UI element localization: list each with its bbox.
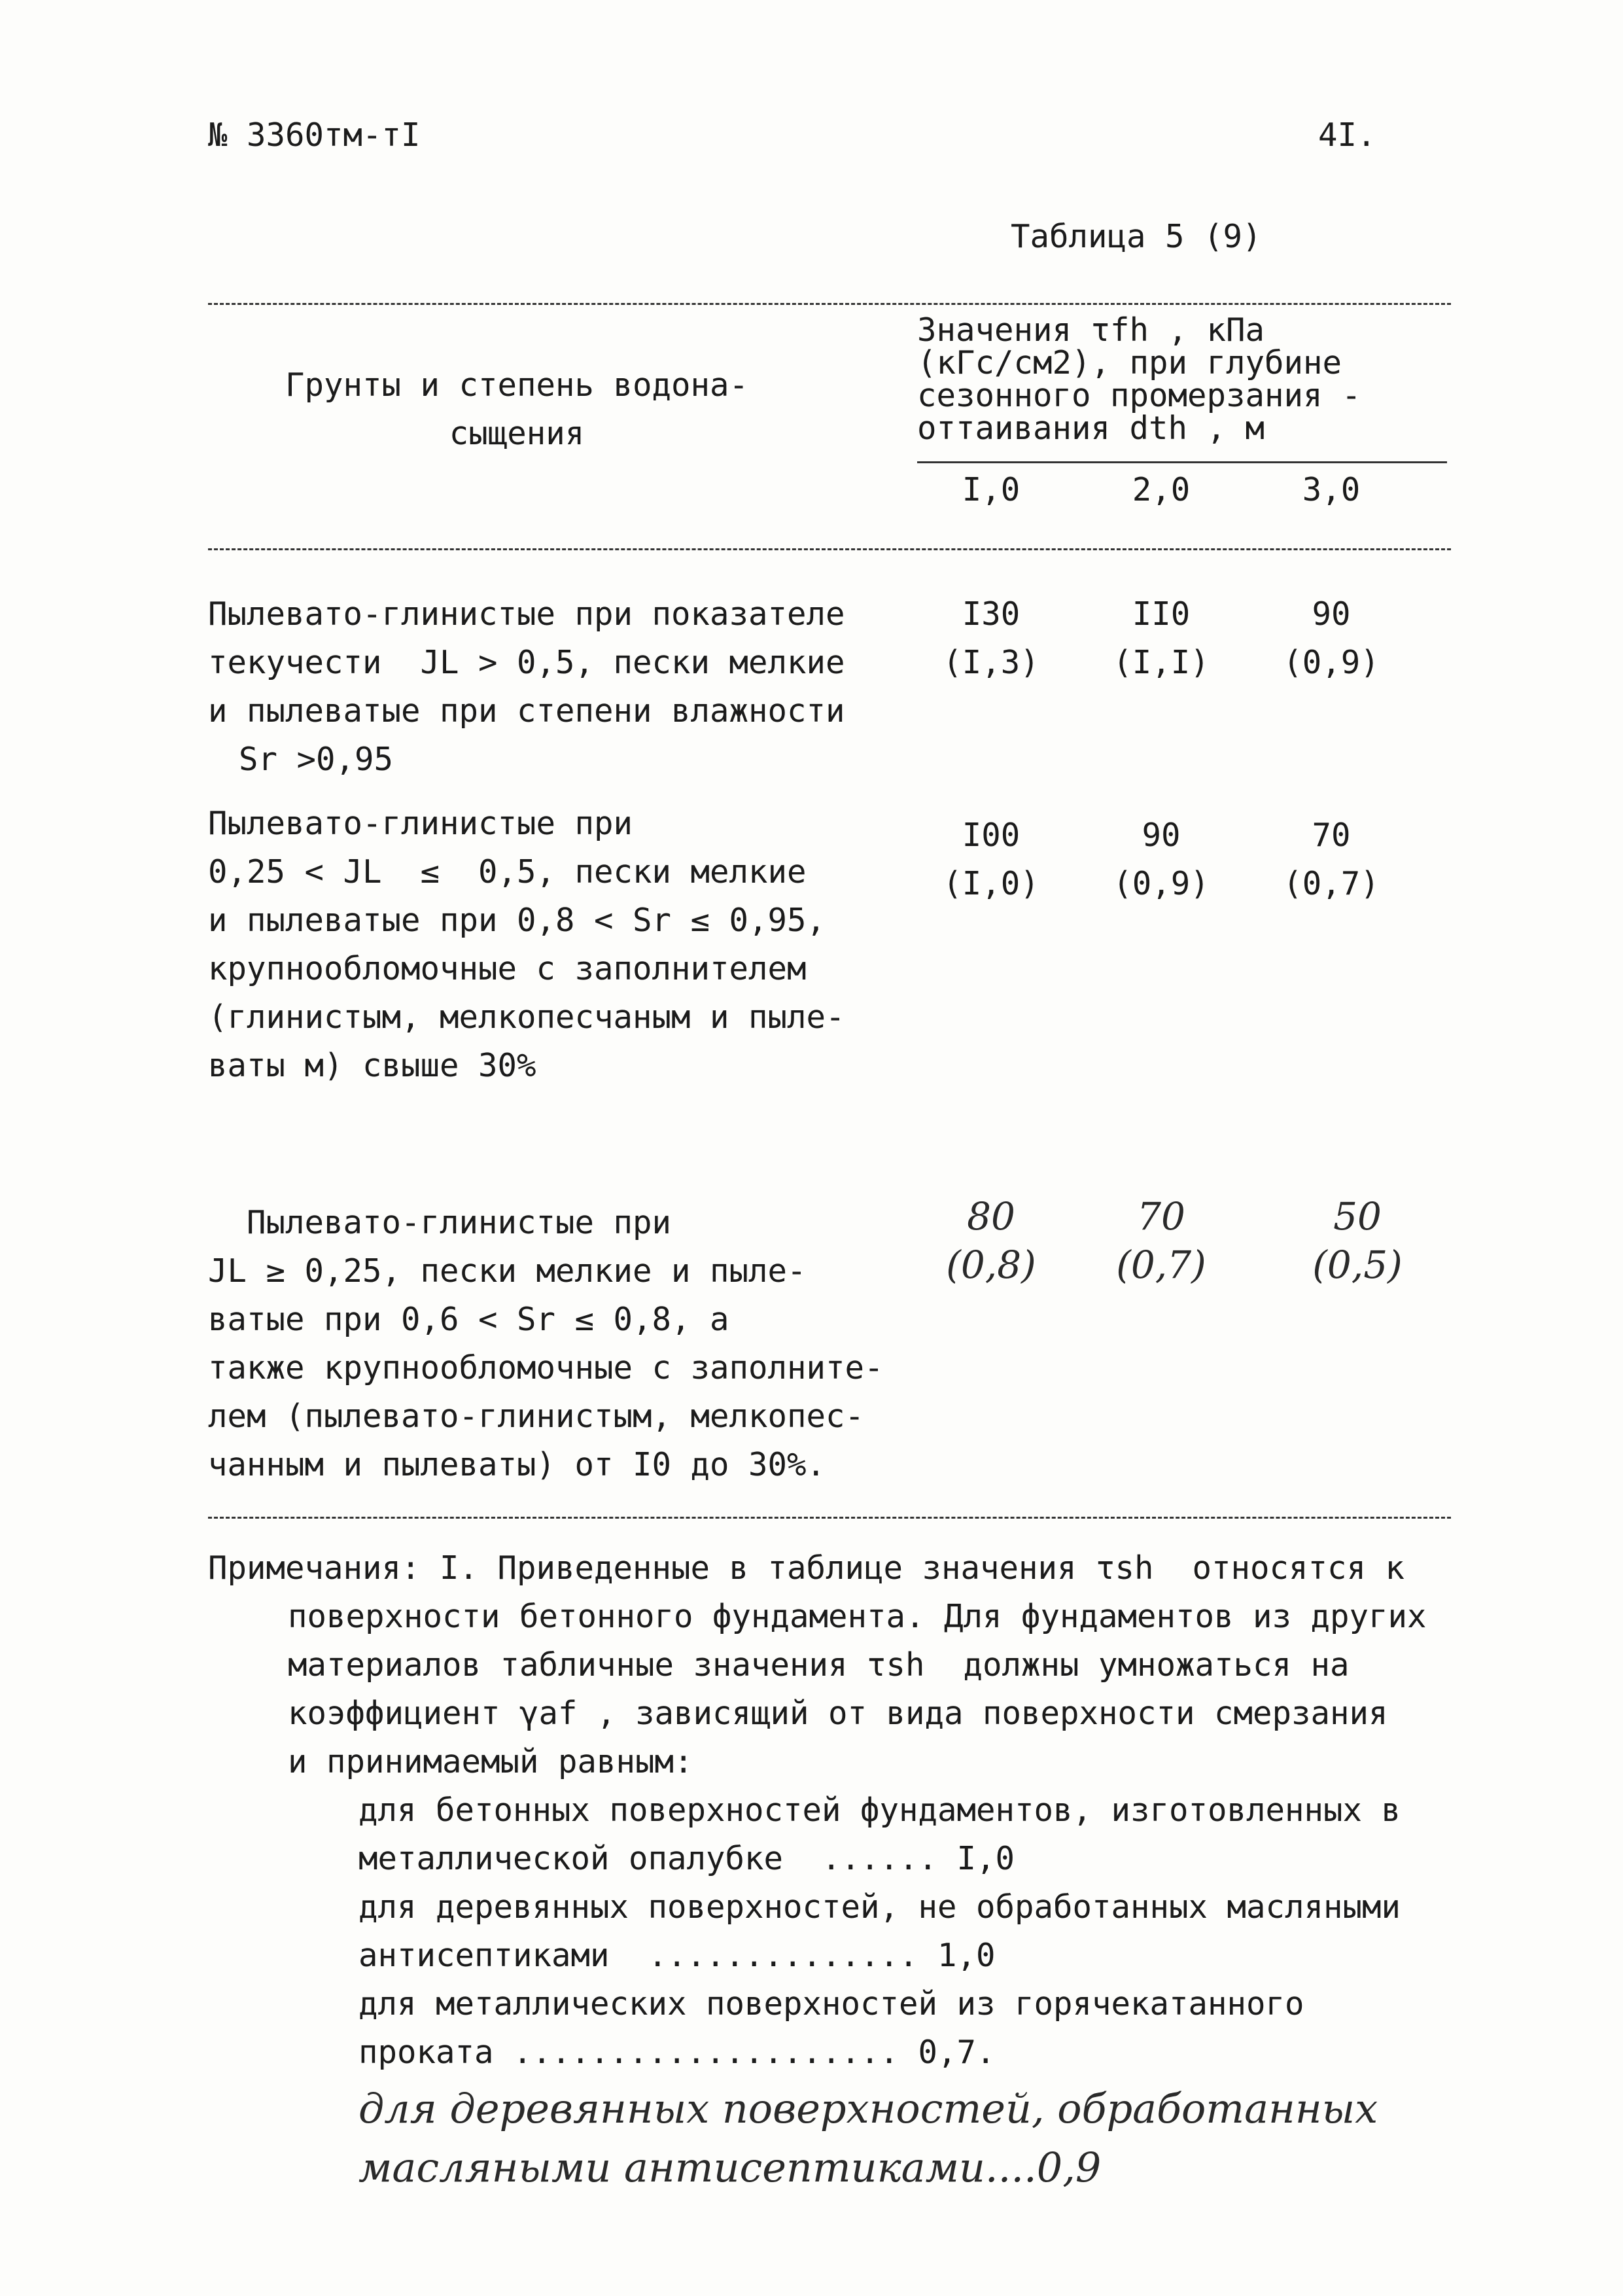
values-header-line1: Значения τfh , кПа [917,311,1265,349]
notes-item-line1: для бетонных поверхностей фундаментов, изготовленных в [358,1792,1401,1829]
header-bottom-rule [208,548,1451,550]
row1-desc-line4: Sr >0,95 [239,741,394,778]
row3-desc-line4: также крупнообломочные с заполните- [208,1349,884,1386]
row2-desc-line4: крупнообломочные с заполнителем [208,950,807,987]
row3-value-d2-handwritten: 70 [1137,1194,1185,1239]
row2-desc-line5: (глинистым, мелкопесчаным и пыле- [208,998,845,1036]
row3-value-d3-kgf-handwritten: (0,5) [1312,1243,1403,1287]
notes-line3: материалов табличные значения τsh должны умножаться на [288,1646,1350,1684]
values-header-line2: (кГс/см2), при глубине [917,344,1342,381]
row2-desc-line2: 0,25 < JL ≤ 0,5, пески мелкие [208,853,807,891]
row1-value-d3: 90 [1312,595,1351,633]
notes-line1: Примечания: I. Приведенные в таблице значения τsh относятся к [208,1549,1405,1587]
row1-value-d1: I30 [962,595,1021,633]
row2-desc-line3: и пылеватые при 0,8 < Sr ≤ 0,95, [208,902,826,939]
row1-value-d3-kgf: (0,9) [1283,644,1380,681]
row1-desc-line2: текучести JL > 0,5, пески мелкие [208,644,845,681]
row2-value-d3: 70 [1312,817,1351,854]
table-bottom-rule [208,1517,1451,1519]
depth-2: 2,0 [1132,471,1191,508]
values-header-line4: оттаивания dth , м [917,410,1265,447]
depth-3: 3,0 [1302,471,1361,508]
row3-desc-line5: лем (пылевато-глинистым, мелкопес- [208,1398,865,1435]
values-header-rule [917,461,1447,463]
notes-line5: и принимаемый равным: [288,1743,693,1780]
notes-item-line2: металлической опалубке ...... I,0 [358,1840,1015,1877]
row2-desc-line1: Пылевато-глинистые при [208,805,633,842]
handwritten-note-line1: для деревянных поверхностей, обработанных [358,2085,1378,2132]
notes-item-line4: антисептиками .............. 1,0 [358,1937,996,1974]
handwritten-note-line2: масляными антисептиками....0,9 [358,2144,1102,2191]
row2-value-d1: I00 [962,817,1021,854]
notes-line2: поверхности бетонного фундамента. Для фундаментов из других [288,1598,1427,1635]
notes-item-line3: для деревянных поверхностей, не обработанных масляными [358,1888,1401,1926]
col-header-soil-line2: сыщения [449,415,585,452]
row3-desc-line1: Пылевато-глинистые при [208,1204,672,1241]
page-number: 4I. [1318,116,1376,154]
row1-desc-line1: Пылевато-глинистые при показателе [208,595,845,633]
row3-value-d1-handwritten: 80 [967,1194,1015,1239]
row3-desc-line2: JL ≥ 0,25, пески мелкие и пыле- [208,1252,807,1290]
row3-value-d2-kgf-handwritten: (0,7) [1116,1243,1206,1287]
values-header-line3: сезонного промерзания - [917,377,1361,414]
row2-value-d2: 90 [1142,817,1181,854]
col-header-soil-line1: Грунты и степень водона- [285,366,748,404]
notes-item-line6: проката .................... 0,7. [358,2034,996,2071]
notes-line4: коэффициент γaf , зависящий от вида поверхности смерзания [288,1695,1388,1732]
document-number: № 3360тм-тI [208,116,421,154]
row3-desc-line3: ватые при 0,6 < Sr ≤ 0,8, а [208,1301,729,1338]
row2-desc-line6: ваты м) свыше 30% [208,1047,536,1084]
table-caption: Таблица 5 (9) [1011,218,1262,255]
row1-desc-line3: и пылеватые при степени влажности [208,692,845,730]
row1-value-d2-kgf: (I,I) [1113,644,1210,681]
row3-value-d1-kgf-handwritten: (0,8) [946,1243,1036,1287]
row2-value-d2-kgf: (0,9) [1113,865,1210,902]
row2-value-d3-kgf: (0,7) [1283,865,1380,902]
table-top-rule [208,303,1451,305]
notes-item-line5: для металлических поверхностей из горячекатанного [358,1985,1304,2022]
row1-value-d1-kgf: (I,3) [943,644,1039,681]
depth-1: I,0 [962,471,1021,508]
row3-value-d3-handwritten: 50 [1333,1194,1382,1239]
row2-value-d1-kgf: (I,0) [943,865,1039,902]
row1-value-d2: II0 [1132,595,1191,633]
row3-desc-line6: чанным и пылеваты) от I0 до 30%. [208,1446,826,1483]
